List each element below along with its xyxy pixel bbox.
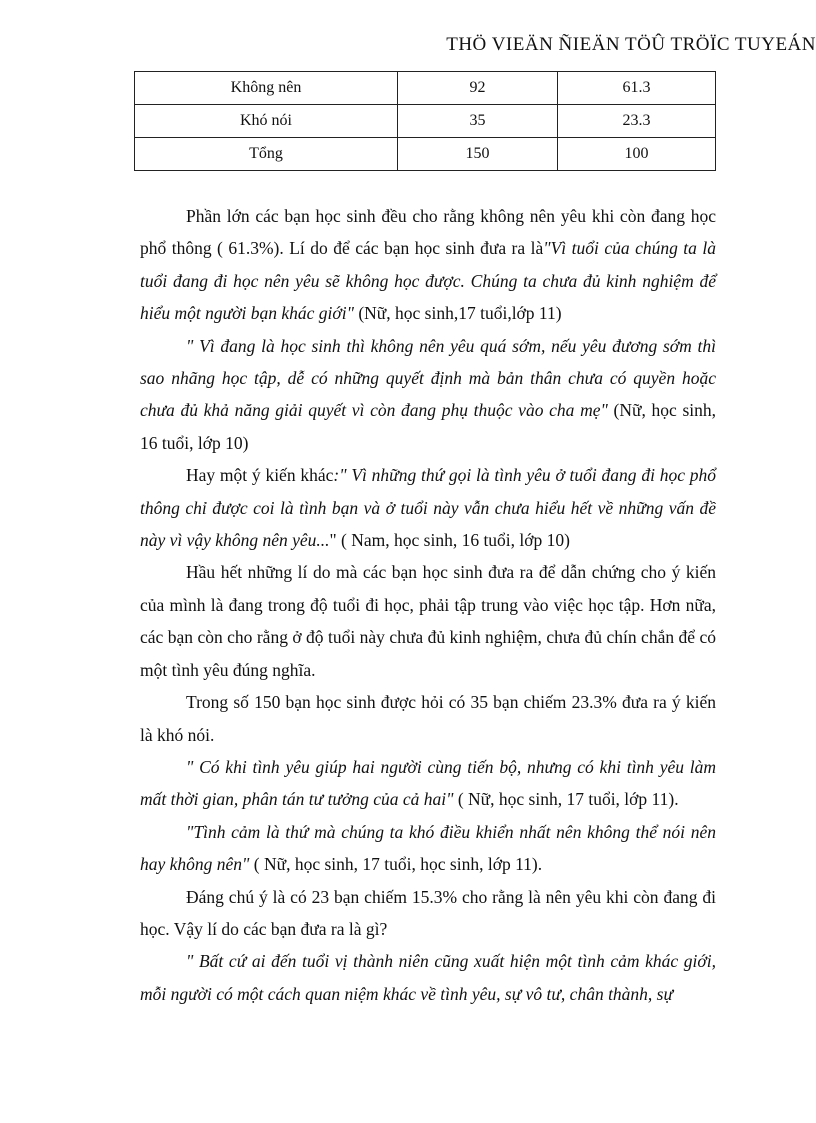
survey-table <box>134 71 716 171</box>
table-cell-count: 35 <box>398 105 558 138</box>
page-header: THÖ VIEÄN ÑIEÄN TÖÛ TRÖÏC TUYEÁN <box>446 34 816 55</box>
table-cell-label: Khó nói <box>135 105 398 138</box>
paragraph <box>140 330 716 460</box>
table-row <box>135 105 716 138</box>
paragraph <box>140 881 716 946</box>
quote-text: " Vì đang là học sinh thì không nên yêu quá sớm, nếu yêu đương sớm thì sao nhãng học tập, dễ có những quyết định mà bản thân chưa có quyền hoặc chưa đủ khả năng giải quyết vì còn đang phụ thuộc vào cha mẹ" <box>140 335 716 421</box>
paragraph-text: Phần lớn các bạn học sinh đều cho rằng không nên yêu khi còn đang học phổ thông ( 61.3%). Lí do để các bạn học sinh đưa ra là <box>140 206 716 259</box>
paragraph <box>140 686 716 751</box>
paragraph <box>140 751 716 816</box>
table-cell-count: 92 <box>398 72 558 105</box>
citation-text: ( Nữ, học sinh, 17 tuổi, lớp 11). <box>453 789 679 810</box>
citation-text: (Nữ, học sinh, 16 tuổi, lớp 10) <box>140 400 717 453</box>
paragraph-text: Trong số 150 bạn học sinh được hỏi có 35 bạn chiếm 23.3% đưa ra ý kiến là khó nói. <box>140 692 716 745</box>
paragraph <box>140 556 716 686</box>
paragraph <box>140 200 716 330</box>
paragraph <box>140 459 716 556</box>
table-row <box>135 138 716 171</box>
quote-text: " Có khi tình yêu giúp hai người cùng tiến bộ, nhưng có khi tình yêu làm mất thời gian, phân tán tư tưởng của cả hai" <box>140 756 716 810</box>
table-cell-count: 150 <box>398 138 558 171</box>
quote-text: "Tình cảm là thứ mà chúng ta khó điều khiển nhất nên không thể nói nên hay không nên" <box>140 821 716 875</box>
quote-text: :" Vì những thứ gọi là tình yêu ở tuổi đang đi học phổ thông chỉ được coi là tình bạn và ở tuổi này vẫn chưa hiểu hết về những vấn đề này vì vậy không nên yêu... <box>140 465 716 551</box>
paragraph-text: Hay một ý kiến khác <box>186 465 334 486</box>
citation-text: ( Nữ, học sinh, 17 tuổi, học sinh, lớp 11). <box>249 854 543 875</box>
quote-text: "Vì tuổi của chúng ta là tuổi đang đi học nên yêu sẽ không học được. Chúng ta chưa đủ kinh nghiệm để hiểu một người bạn khác giới" <box>140 238 716 324</box>
table-cell-percent: 100 <box>558 138 716 171</box>
paragraph-text: Đáng chú ý là có 23 bạn chiếm 15.3% cho rằng là nên yêu khi còn đang đi học. Vậy lí do các bạn đưa ra là gì? <box>140 886 716 939</box>
quote-text: " Bất cứ ai đến tuổi vị thành niên cũng xuất hiện một tình cảm khác giới, mỗi người có một cách quan niệm khác về tình yêu, sự vô tư, chân thành, sự <box>140 951 716 1004</box>
paragraph <box>140 945 716 1010</box>
table-row <box>135 72 716 105</box>
citation-text: (Nữ, học sinh,17 tuổi,lớp 11) <box>353 303 562 324</box>
table-cell-label: Không nên <box>135 72 398 105</box>
table-cell-percent: 23.3 <box>558 105 716 138</box>
table-cell-label: Tổng <box>135 138 398 171</box>
citation-text: " ( Nam, học sinh, 16 tuổi, lớp 10) <box>329 530 570 551</box>
paragraph-text: Hầu hết những lí do mà các bạn học sinh đưa ra để dẫn chứng cho ý kiến của mình là đang trong độ tuổi đi học, phải tập trung vào việc học tập. Hơn nữa, các bạn còn cho rằng ở độ tuổi này chưa đủ kinh nghiệm, chưa đủ chín chắn để có một tình yêu đúng nghĩa. <box>140 562 716 680</box>
table-cell-percent: 61.3 <box>558 72 716 105</box>
body-text <box>140 200 716 1010</box>
paragraph <box>140 816 716 881</box>
